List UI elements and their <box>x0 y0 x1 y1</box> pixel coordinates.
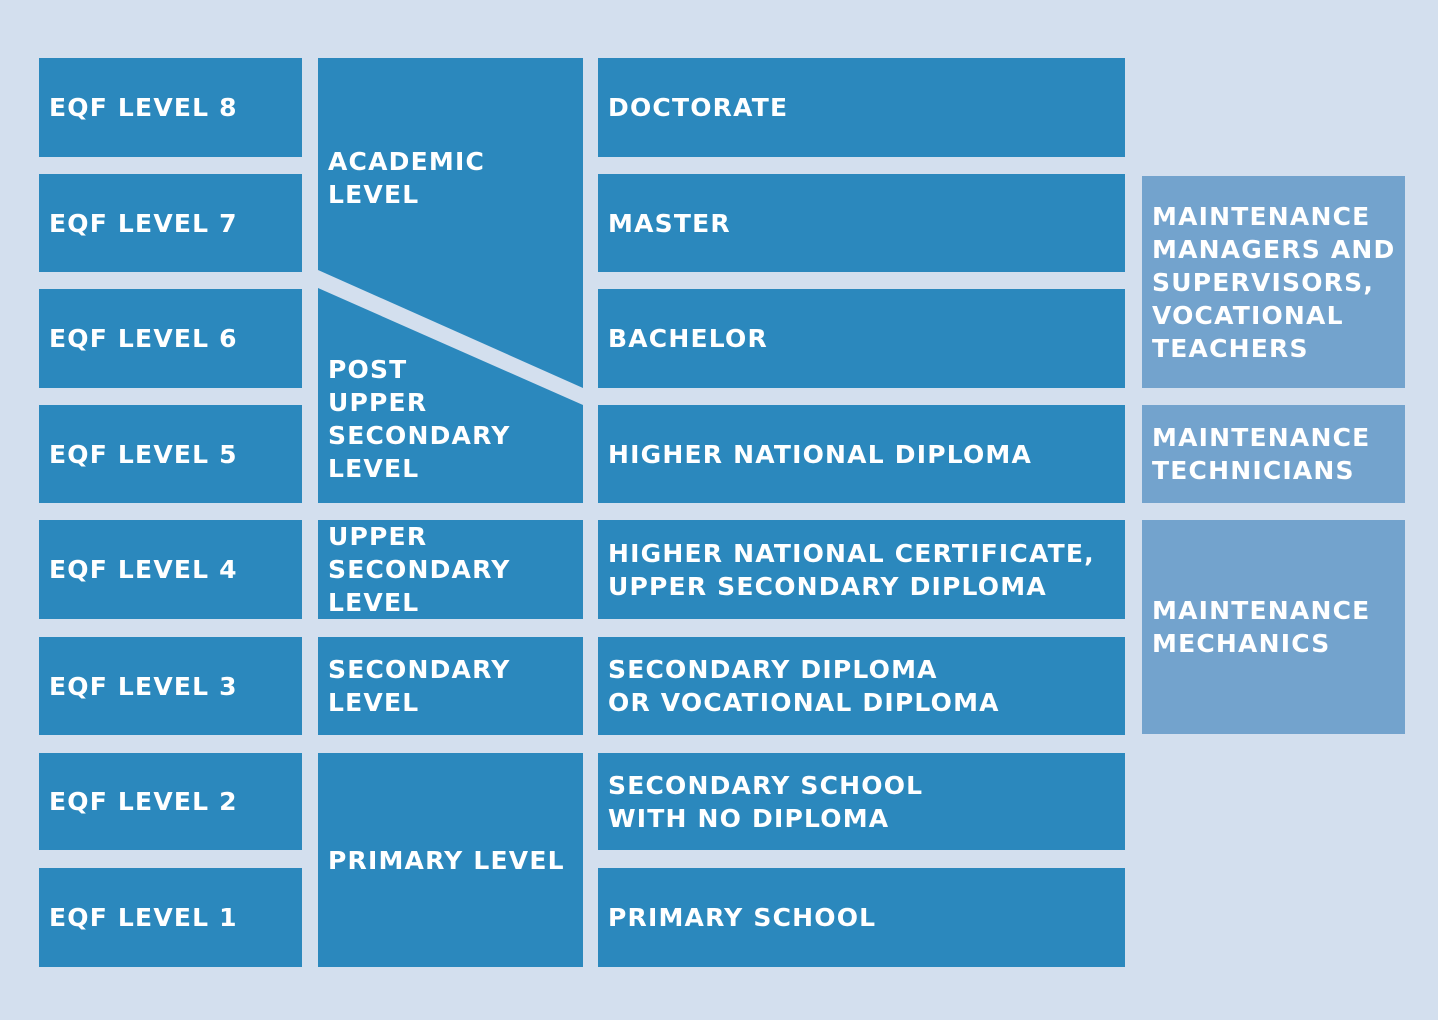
post-upper-secondary-level-label: POST UPPER SECONDARY LEVEL <box>328 355 511 483</box>
qualification-bachelor-box <box>598 289 1125 388</box>
qualification-secondary-no-diploma-label: SECONDARY SCHOOL WITH NO DIPLOMA <box>608 770 924 833</box>
eqf-level-5-box <box>39 405 302 503</box>
qualification-secondary-diploma-box <box>598 637 1125 735</box>
eqf-level-3-label: EQF LEVEL 3 <box>49 671 238 701</box>
primary-level-label: PRIMARY LEVEL <box>328 845 565 875</box>
eqf-level-3-box <box>39 637 302 735</box>
eqf-level-8-box <box>39 58 302 157</box>
upper-secondary-level-label: UPPER SECONDARY LEVEL <box>328 522 511 617</box>
qualification-secondary-no-diploma-box <box>598 753 1125 850</box>
upper-secondary-level-box <box>318 520 583 619</box>
primary-level-box <box>318 753 583 967</box>
eqf-level-7-box <box>39 174 302 272</box>
qualification-secondary-diploma-label: SECONDARY DIPLOMA OR VOCATIONAL DIPLOMA <box>608 655 1000 717</box>
qualification-master-label: MASTER <box>608 208 731 238</box>
qualification-master-box <box>598 174 1125 272</box>
eqf-level-2-label: EQF LEVEL 2 <box>49 787 238 816</box>
qualification-hnd-box <box>598 405 1125 503</box>
qualification-hnc-label: HIGHER NATIONAL CERTIFICATE, UPPER SECONDARY DIPLOMA <box>608 538 1095 601</box>
qualification-hnc-box <box>598 520 1125 619</box>
role-managers-box <box>1142 176 1405 388</box>
eqf-level-4-label: EQF LEVEL 4 <box>49 555 238 584</box>
eqf-level-8-label: EQF LEVEL 8 <box>49 93 238 122</box>
role-mechanics-label: MAINTENANCE MECHANICS <box>1152 596 1371 658</box>
secondary-level-label: SECONDARY LEVEL <box>328 655 511 717</box>
role-mechanics-box <box>1142 520 1405 734</box>
eqf-level-6-box <box>39 289 302 388</box>
academic-level-label: ACADEMIC LEVEL <box>328 147 485 209</box>
qualification-doctorate-label: DOCTORATE <box>608 93 789 122</box>
role-managers-label: MAINTENANCE MANAGERS AND SUPERVISORS, VOCATIONAL TEACHERS <box>1152 201 1396 363</box>
qualification-primary-school-label: PRIMARY SCHOOL <box>608 903 877 932</box>
qualification-primary-school-box <box>598 868 1125 967</box>
eqf-level-1-label: EQF LEVEL 1 <box>49 903 238 932</box>
qualification-bachelor-label: BACHELOR <box>608 324 768 353</box>
eqf-level-1-box <box>39 868 302 967</box>
qualification-hnd-label: HIGHER NATIONAL DIPLOMA <box>608 439 1033 469</box>
qualification-doctorate-box <box>598 58 1125 157</box>
eqf-level-5-label: EQF LEVEL 5 <box>49 439 238 469</box>
eqf-level-2-box <box>39 753 302 850</box>
eqf-level-4-box <box>39 520 302 619</box>
role-technicians-box <box>1142 405 1405 503</box>
eqf-level-6-label: EQF LEVEL 6 <box>49 324 238 353</box>
role-technicians-label: MAINTENANCE TECHNICIANS <box>1152 423 1371 485</box>
secondary-level-box <box>318 637 583 735</box>
eqf-level-7-label: EQF LEVEL 7 <box>49 208 238 238</box>
